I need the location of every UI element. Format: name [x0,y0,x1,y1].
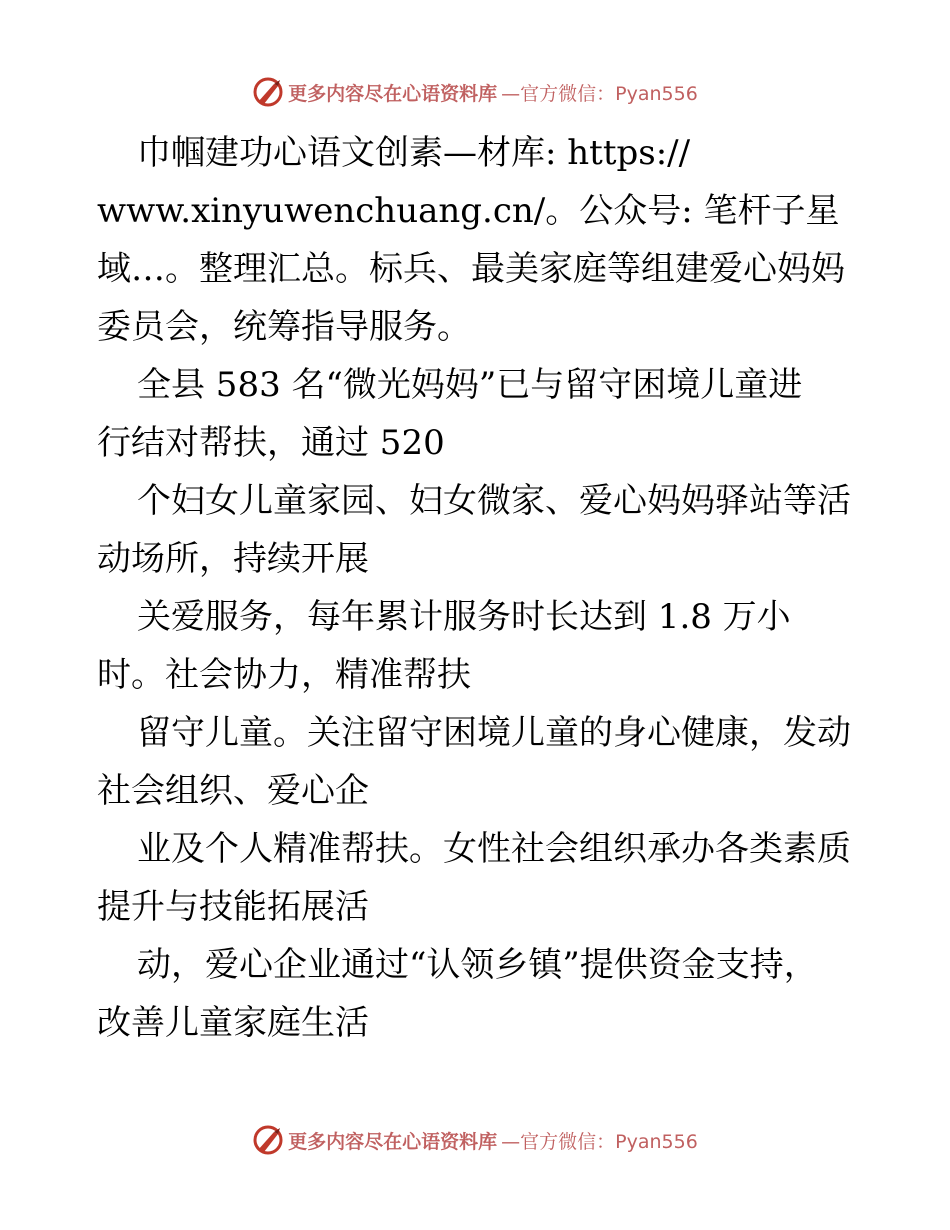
header-banner [0,72,950,112]
paragraph-line: 社会组织、爱心企 [97,771,369,811]
paragraph-line: 关爱服务，每年累计服务时长达到 1.8 万小 [137,597,791,637]
footer-banner [0,1120,950,1160]
footer-banner-inner [252,1124,698,1156]
header-banner-wechat: —官方微信：Pyan556 [501,82,698,105]
footer-banner-title: 更多内容尽在心语资料库 [288,1130,498,1153]
paragraph-line: 动场所，持续开展 [97,539,369,579]
document-body [97,124,857,1052]
paragraph-line: 委员会，统筹指导服务。 [97,307,471,347]
footer-banner-wechat: —官方微信：Pyan556 [501,1130,698,1153]
paragraph-line: 动，爱心企业通过“认领乡镇”提供资金支持， [137,945,818,985]
paragraph-line: 业及个人精准帮扶。女性社会组织承办各类素质 [137,829,851,869]
paragraph-line: 域…。整理汇总。标兵、最美家庭等组建爱心妈妈 [97,249,845,289]
pen-logo-icon [252,1124,284,1156]
header-banner-title: 更多内容尽在心语资料库 [288,82,498,105]
pen-logo-icon [252,76,284,108]
paragraph-line: 改善儿童家庭生活 [97,1003,369,1043]
paragraph-line: 时。社会协力，精准帮扶 [97,655,471,695]
paragraph-line: 提升与技能拓展活 [97,887,369,927]
paragraph-line: 行结对帮扶，通过 520 [97,423,445,463]
paragraph-line: www.xinyuwenchuang.cn/。公众号: 笔杆子星 [97,191,840,231]
paragraph-line: 个妇女儿童家园、妇女微家、爱心妈妈驿站等活 [137,481,851,521]
paragraph-line: 巾帼建功心语文创素—材库: https:// [137,133,691,173]
header-banner-inner [252,76,698,108]
paragraph-line: 留守儿童。关注留守困境儿童的身心健康，发动 [137,713,851,753]
paragraph-line: 全县 583 名“微光妈妈”已与留守困境儿童进 [137,365,803,405]
